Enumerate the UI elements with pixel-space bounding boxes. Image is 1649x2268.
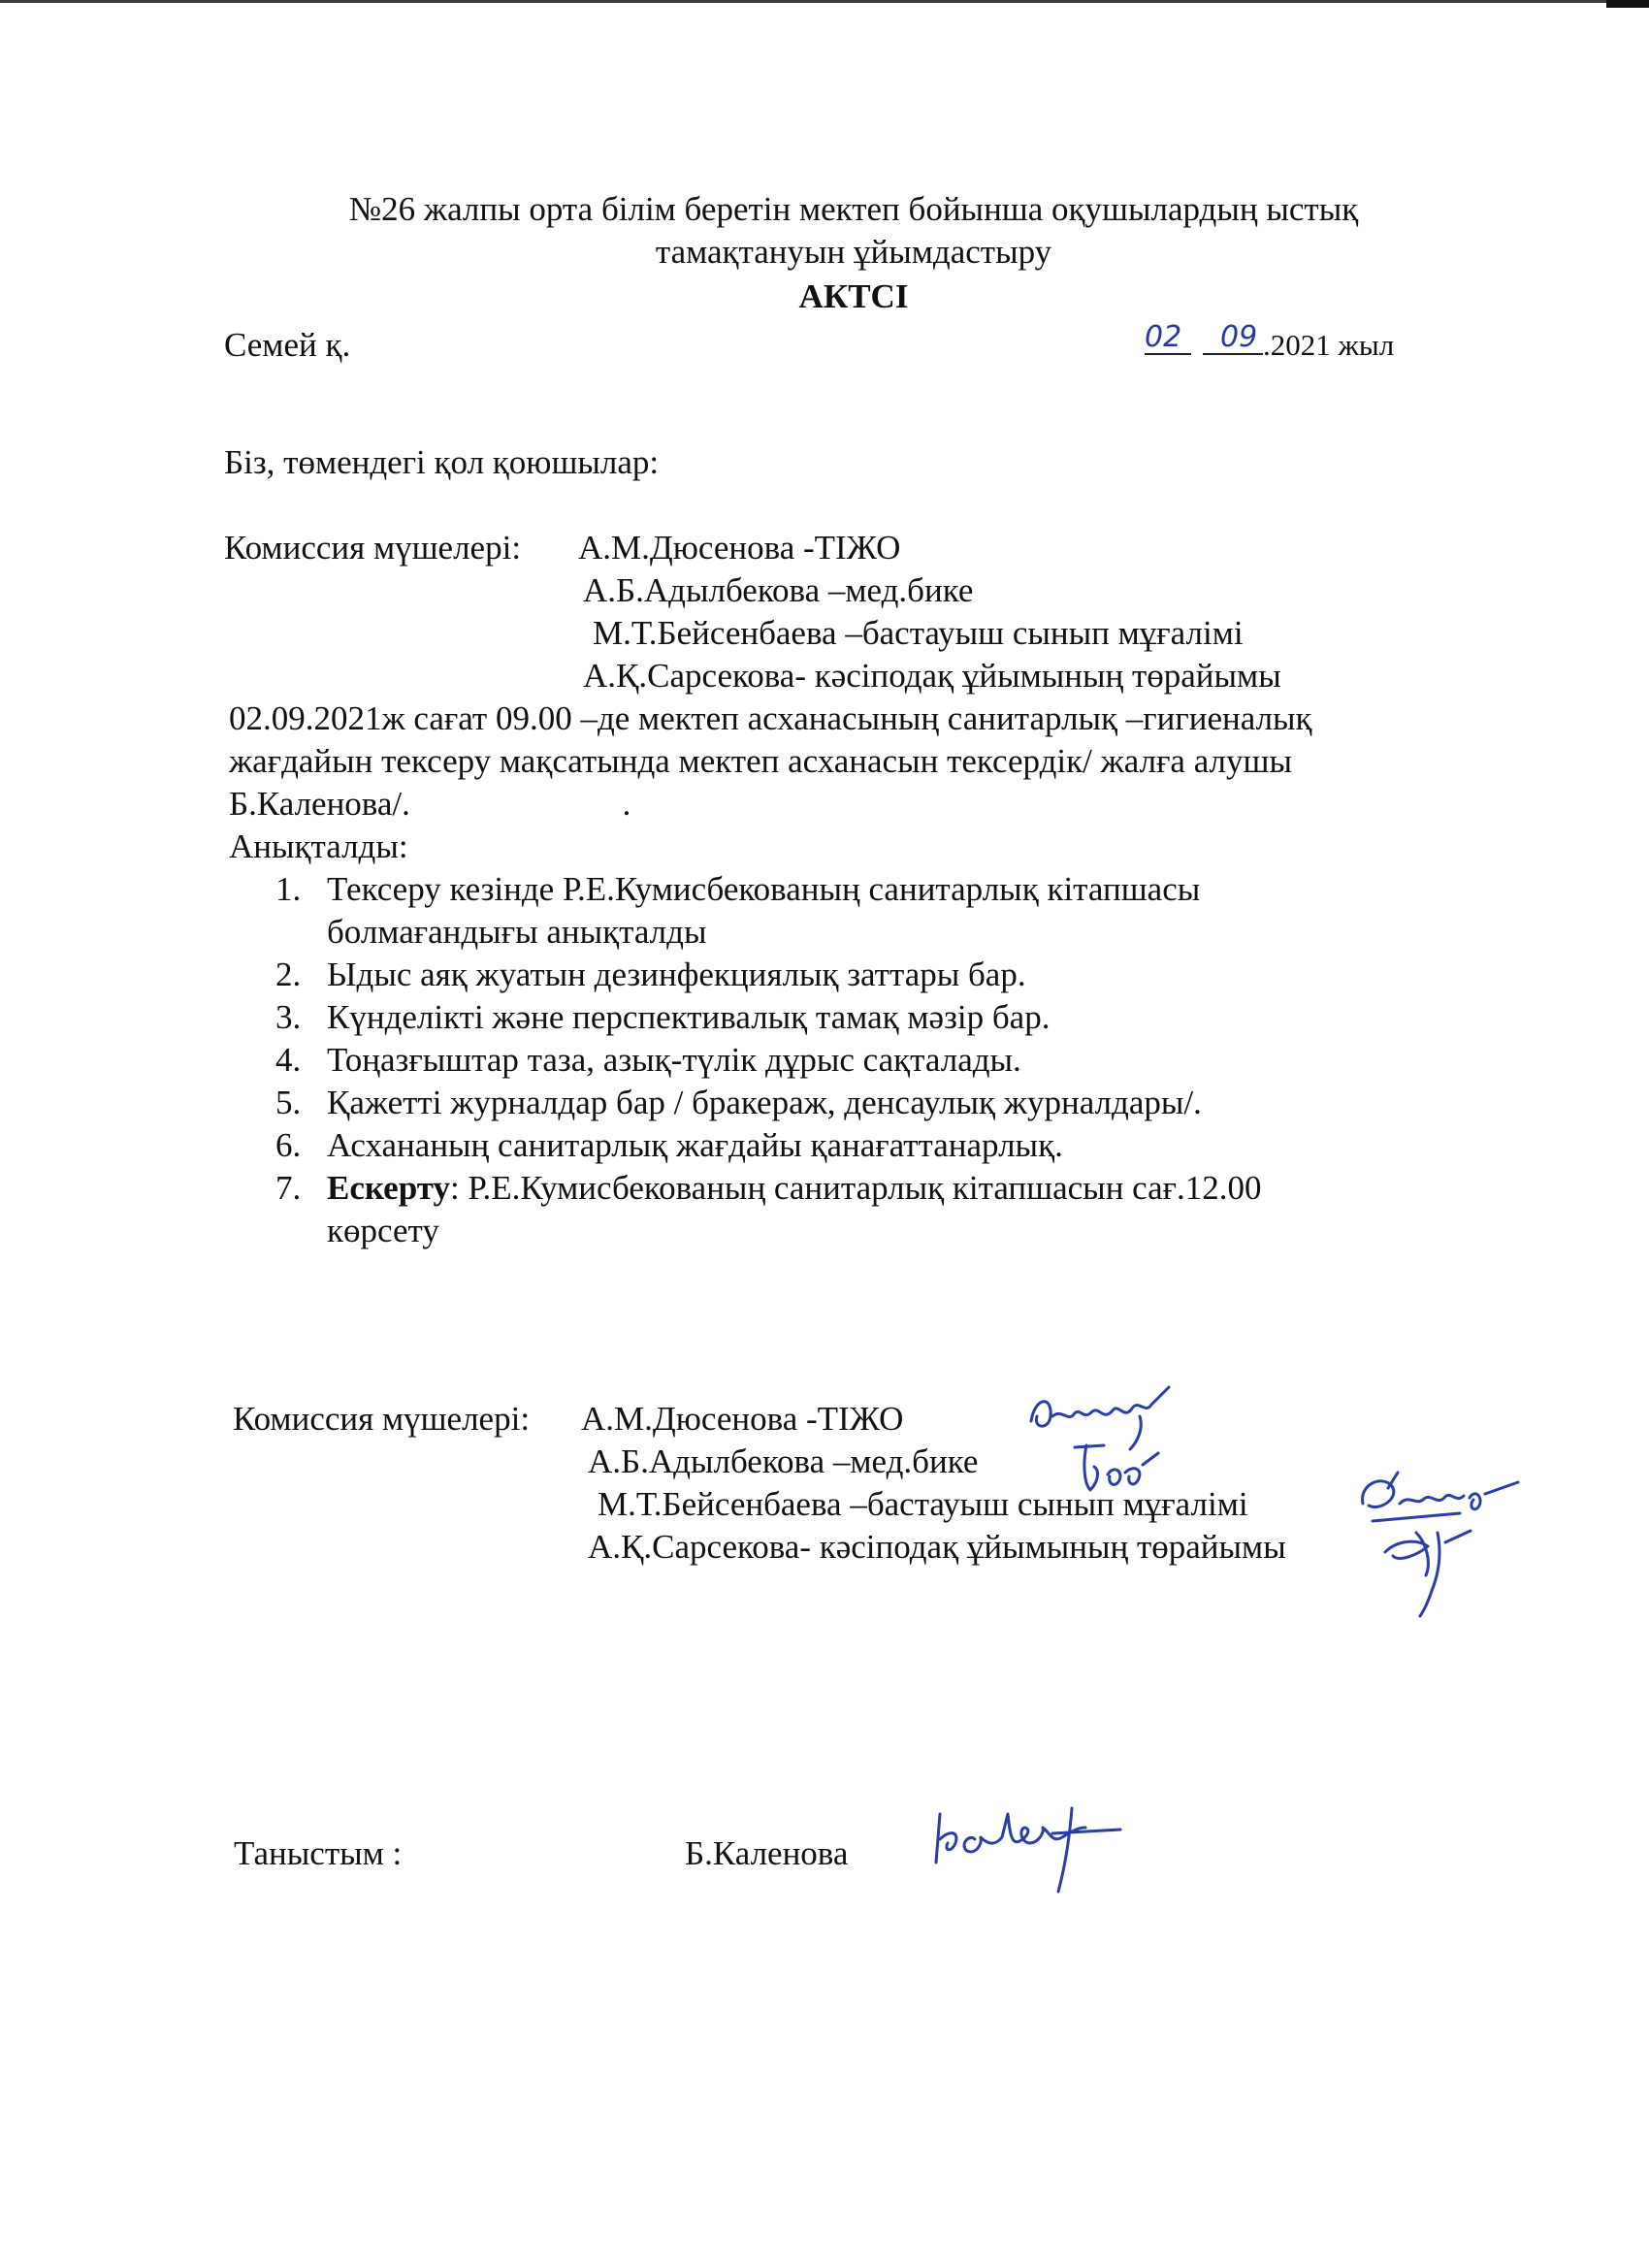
acknowledged-label: Таныстым :	[234, 1834, 403, 1872]
scan-top-edge	[0, 0, 1649, 3]
finding-item	[264, 1167, 1428, 1252]
paragraph-line: Б.Каленова/. .	[229, 785, 631, 823]
finding-number: 2.	[275, 956, 302, 993]
scan-corner-mark	[1606, 0, 1649, 8]
intro-text: Біз, төмендегі қол қоюшылар:	[224, 443, 660, 481]
paragraph-line: 02.09.2021ж сағат 09.00 –де мектеп асханасының санитарлық –гигиеналық	[229, 699, 1312, 737]
findings-label: Анықталды:	[229, 827, 408, 865]
commission-member: М.Т.Бейсенбаева –бастауыш сынып мұғалімі	[593, 614, 1244, 652]
signature-kalenova	[926, 1795, 1159, 1901]
signatory-name: А.Б.Адылбекова –мед.бике	[588, 1442, 979, 1480]
inspection-paragraph	[229, 697, 1471, 826]
finding-item	[264, 1124, 1428, 1167]
commission-member: А.М.Дюсенова -ТІЖО	[578, 529, 901, 567]
finding-item	[264, 996, 1428, 1039]
commission-label: Комиссия мүшелері:	[224, 529, 522, 567]
finding-item	[264, 868, 1428, 954]
signatory-name: А.М.Дюсенова -ТІЖО	[581, 1400, 904, 1438]
finding-text: Ыдыс аяқ жуатын дезинфекциялық заттары бар.	[327, 956, 1026, 993]
paragraph-line: жағдайын тексеру мақсатында мектеп асханасын тексердік/ жалға алушы	[229, 742, 1292, 780]
finding-text: Қажетті журналдар бар / бракераж, денсаулық журналдары/.	[327, 1084, 1202, 1121]
signatory-name: А.Қ.Сарсекова- кәсіподақ ұйымының төрайымы	[588, 1528, 1286, 1566]
handwritten-date-day: 02	[1145, 320, 1182, 354]
finding-text: көрсету	[327, 1212, 439, 1249]
finding-number: 6.	[275, 1126, 302, 1164]
place-label: Семей қ.	[224, 326, 351, 364]
signature-adylbekova	[1065, 1436, 1172, 1504]
warning-label: Ескерту	[327, 1169, 450, 1207]
handwritten-date-month: 09	[1220, 320, 1258, 354]
commission-member: А.Б.Адылбекова –мед.бике	[583, 571, 974, 609]
document-title-act: АКТСІ	[798, 277, 909, 315]
signatures-label: Комиссия мүшелері:	[233, 1400, 531, 1438]
finding-number: 5.	[275, 1084, 302, 1121]
signature-sarsekova	[1377, 1513, 1484, 1620]
finding-text: Тексеру кезінде Р.Е.Кумисбекованың санитарлық кітапшасы	[327, 870, 1201, 908]
finding-number: 3.	[275, 998, 302, 1036]
finding-number: 4.	[275, 1041, 302, 1079]
signatory-name: М.Т.Бейсенбаева –бастауыш сынып мұғалімі	[598, 1485, 1248, 1523]
finding-item	[264, 1039, 1428, 1082]
findings-list	[264, 868, 1428, 1252]
document-title-line-2: тамақтануын ұйымдастыру	[655, 233, 1052, 271]
finding-text: Асхананың санитарлық жағдайы қанағаттанарлық.	[327, 1126, 1063, 1164]
date-year-suffix: .2021 жыл	[1263, 328, 1395, 362]
finding-number: 7.	[275, 1169, 302, 1207]
finding-number: 1.	[275, 870, 302, 908]
finding-text	[327, 1167, 1428, 1210]
document-title-line-1: №26 жалпы орта білім беретін мектеп бойынша оқушылардың ыстық	[348, 190, 1359, 228]
finding-text: Тоңазғыштар таза, азық-түлік дұрыс сақталады.	[327, 1041, 1021, 1079]
finding-item	[264, 954, 1428, 996]
date-field	[1145, 324, 1394, 367]
acknowledged-name: Б.Каленова	[685, 1834, 849, 1872]
finding-item	[264, 1082, 1428, 1124]
commission-member: А.Қ.Сарсекова- кәсіподақ ұйымының төрайымы	[583, 657, 1281, 695]
warning-text: : Р.Е.Кумисбекованың санитарлық кітапшасын сағ.12.00	[449, 1169, 1262, 1207]
finding-text: болмағандығы анықталды	[327, 913, 707, 951]
finding-text: Күнделікті және перспективалық тамақ мәзір бар.	[327, 998, 1051, 1036]
